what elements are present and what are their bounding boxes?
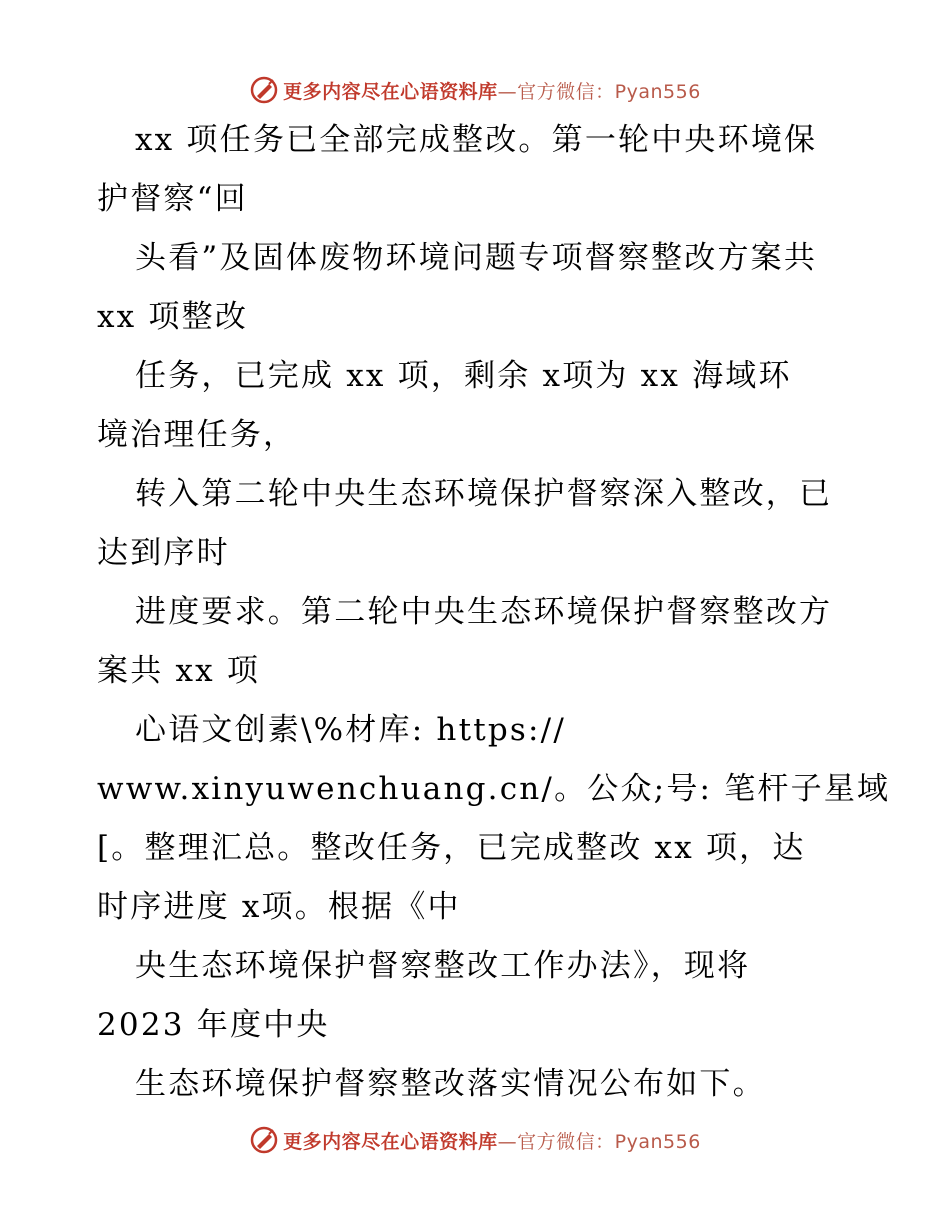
footer-brand: 更多内容尽在心语资料库 (283, 1130, 498, 1153)
text-line: 案共 xx 项 (97, 653, 261, 689)
text-line: 央生态环境保护督察整改工作办法》，现将 (135, 948, 751, 984)
header-banner-text (283, 77, 701, 104)
footer-banner-text (283, 1127, 701, 1154)
footer-banner (0, 1120, 950, 1160)
text-line: xx 项任务已全部完成整改。第一轮中央环境保 (135, 122, 818, 158)
text-line: 境治理任务， (97, 417, 297, 453)
header-banner (0, 70, 950, 110)
header-sep: — (497, 80, 518, 103)
text-line: 达到序时 (97, 535, 230, 571)
header-contact: 官方微信：Pyan556 (517, 80, 701, 103)
text-line: 时序进度 x项。根据《中 (97, 889, 461, 925)
brand-logo-icon (249, 75, 279, 105)
text-line: www.xinyuwenchuang.cn/。公众;号: 笔杆子星域 (97, 771, 891, 807)
footer-sep: — (497, 1130, 518, 1153)
footer-contact: 官方微信：Pyan556 (517, 1130, 701, 1153)
text-line: 头看”及固体废物环境问题专项督察整改方案共 (135, 240, 818, 276)
brand-logo-icon (249, 1125, 279, 1155)
text-line: 生态环境保护督察整改落实情况公布如下。 (135, 1066, 766, 1102)
text-line: 转入第二轮中央生态环境保护督察深入整改，已 (135, 476, 833, 512)
text-line: xx 项整改 (97, 299, 249, 335)
text-line: [。整理汇总。整改任务，已完成整改 xx 项，达 (97, 830, 806, 866)
text-line: 进度要求。第二轮中央生态环境保护督察整改方 (135, 594, 833, 630)
text-line: 任务，已完成 xx 项，剩余 x项为 xx 海域环 (135, 358, 792, 394)
header-brand: 更多内容尽在心语资料库 (283, 80, 498, 103)
text-line: 心语文创素\%材库: https:// (135, 712, 566, 748)
text-line: 2023 年度中央 (97, 1007, 330, 1043)
text-line: 护督察“回 (97, 181, 248, 217)
